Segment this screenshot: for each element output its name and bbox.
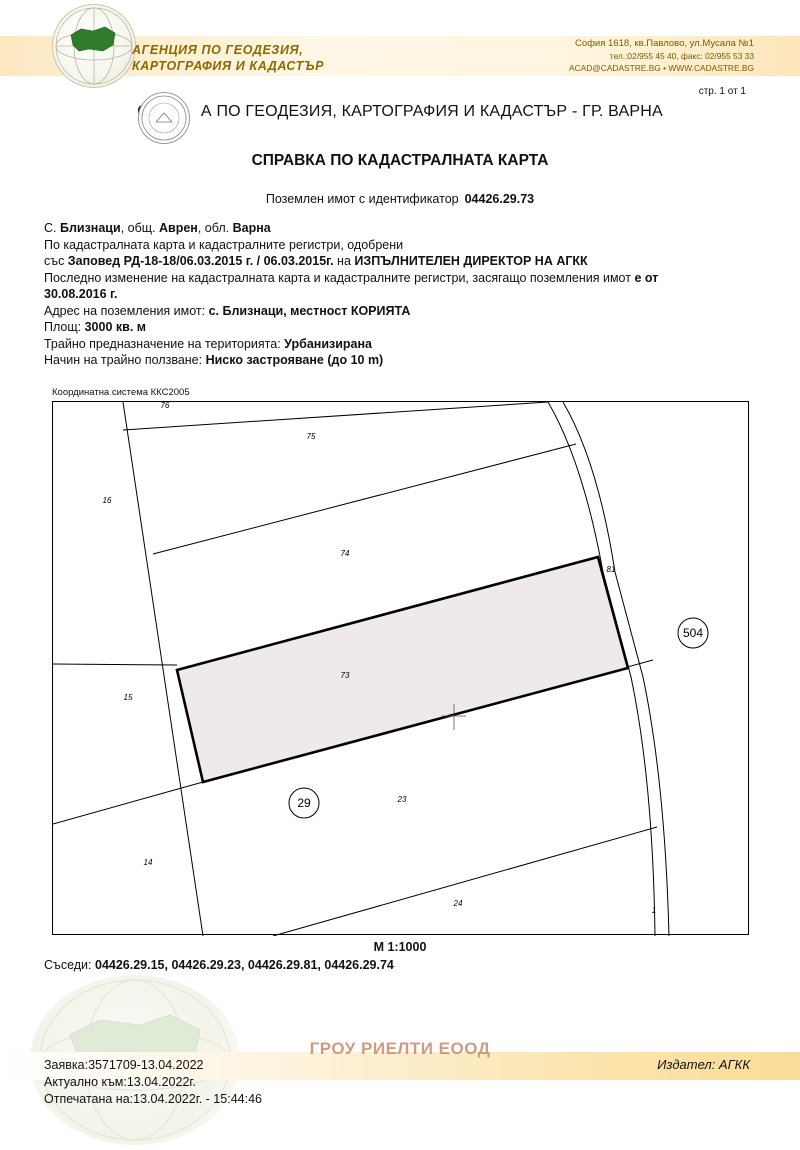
approval-order: Заповед РД-18-18/06.03.2015 г. / 06.03.2015г.	[67, 254, 334, 268]
request-number: Заявка:3571709-13.04.2022	[44, 1058, 204, 1072]
area-line	[44, 319, 764, 336]
office-heading-right: А ПО ГЕОДЕЗИЯ, КАРТОГРАФИЯ И КАДАСТЪР - ГР. ВАРНА	[200, 103, 663, 120]
municipality: Аврен	[158, 221, 198, 235]
purpose-label: Трайно предназначение на територията:	[44, 336, 285, 351]
page-number: стр. 1 от 1	[698, 86, 746, 97]
parcel-label-81: 81	[606, 565, 616, 574]
address-label: Адрес на поземления имот:	[44, 303, 209, 318]
boundary-line	[153, 444, 576, 554]
highlighted-parcel	[177, 557, 628, 782]
agency-phone: тел.:02/955 45 40, факс: 02/955 53 33	[609, 51, 754, 61]
parcel-label-73: 73	[340, 671, 350, 680]
approval-mid: на	[333, 254, 355, 268]
address-value: с. Близнаци, местност КОРИЯТА	[208, 303, 411, 318]
identifier-label: Поземлен имот с идентификатор	[265, 192, 459, 206]
parcel-label-24: 24	[453, 899, 463, 908]
neighbors-label: Съседи:	[44, 958, 95, 972]
parcel-label-23: 23	[397, 795, 407, 804]
usage-value: Ниско застрояване (до 10 m)	[205, 353, 384, 367]
approval-prefix: със	[44, 254, 68, 268]
parcel-info	[44, 220, 764, 369]
last-change-date: 30.08.2016 г.	[44, 287, 118, 301]
last-change-line	[44, 270, 764, 287]
office-heading	[0, 103, 800, 121]
address-line	[44, 303, 764, 320]
boundary-line	[273, 827, 657, 936]
agency-logo	[52, 4, 136, 88]
cadastral-map	[52, 401, 749, 935]
usage-line	[44, 352, 764, 369]
parcel-label-16: 16	[102, 496, 112, 505]
neighbors-line	[44, 958, 394, 972]
printed-date: Отпечатана на:13.04.2022г. - 15:44:46	[44, 1092, 262, 1106]
agency-web: ACAD@CADASTRE.BG • WWW.CADASTRE.BG	[569, 63, 754, 73]
boundary-line	[53, 664, 177, 665]
current-date: Актуално към:13.04.2022г.	[44, 1075, 196, 1089]
last-change-date-line	[44, 286, 764, 303]
watermark-text: ГРОУ РИЕЛТИ ЕООД	[309, 1039, 491, 1058]
parcel-label-1: 1	[651, 906, 657, 915]
footer-info	[44, 1057, 262, 1108]
parcel-identifier	[0, 192, 800, 206]
region: Варна	[232, 221, 271, 235]
municipality-prefix: , общ.	[120, 221, 159, 235]
last-change-date-prefix: е от	[634, 270, 659, 285]
identifier-value: 04426.29.73	[464, 192, 535, 206]
approval-line1: По кадастралната карта и кадастралните регистри, одобрени	[44, 237, 404, 252]
publisher: Издател: АГКК	[657, 1057, 750, 1072]
area-label: Площ:	[44, 320, 85, 334]
circled-label-504: 504	[682, 626, 704, 640]
document-title: СПРАВКА ПО КАДАСТРАЛНАТА КАРТА	[251, 152, 549, 169]
last-change-text: Последно изменение на кадастралната карта и кадастралните регистри, засягащо поземления имот	[44, 270, 635, 285]
boundary-line	[123, 402, 548, 430]
agency-address: София 1618, кв.Павлово, ул.Мусала №1	[574, 38, 754, 49]
realty-stamp	[138, 92, 190, 144]
region-prefix: , обл.	[197, 221, 233, 235]
neighbors-value: 04426.29.15, 04426.29.23, 04426.29.81, 04426.29.74	[95, 958, 394, 972]
parcel-label-76: 76	[160, 402, 170, 410]
map-drawing	[53, 402, 750, 936]
area-value: 3000 кв. м	[84, 320, 147, 334]
boundary-line	[53, 782, 203, 824]
usage-label: Начин на трайно ползване:	[44, 353, 206, 367]
purpose-line	[44, 336, 764, 353]
globe-icon	[53, 5, 135, 87]
parcel-label-14: 14	[143, 858, 153, 867]
purpose-value: Урбанизирана	[284, 336, 373, 351]
location-line	[44, 220, 764, 237]
approval-line2	[44, 253, 764, 270]
agency-name-line1: АГЕНЦИЯ ПО ГЕОДЕЗИЯ,	[132, 43, 304, 57]
approval-authority: ИЗПЪЛНИТЕЛЕН ДИРЕКТОР НА АГКК	[354, 254, 588, 268]
settlement: Близнаци	[59, 221, 121, 235]
settlement-prefix: С.	[44, 221, 60, 235]
agency-name	[132, 42, 324, 74]
contact-info	[569, 38, 754, 74]
circled-label-29: 29	[297, 796, 311, 810]
coordinate-system: Координатна система ККС2005	[52, 387, 190, 398]
map-scale: М 1:1000	[373, 940, 427, 954]
agency-name-line2: КАРТОГРАФИЯ И КАДАСТЪР	[132, 59, 325, 73]
parcel-label-15: 15	[123, 693, 133, 702]
parcel-label-75: 75	[306, 432, 316, 441]
stamp-icon	[139, 93, 189, 143]
parcel-label-74: 74	[340, 549, 350, 558]
